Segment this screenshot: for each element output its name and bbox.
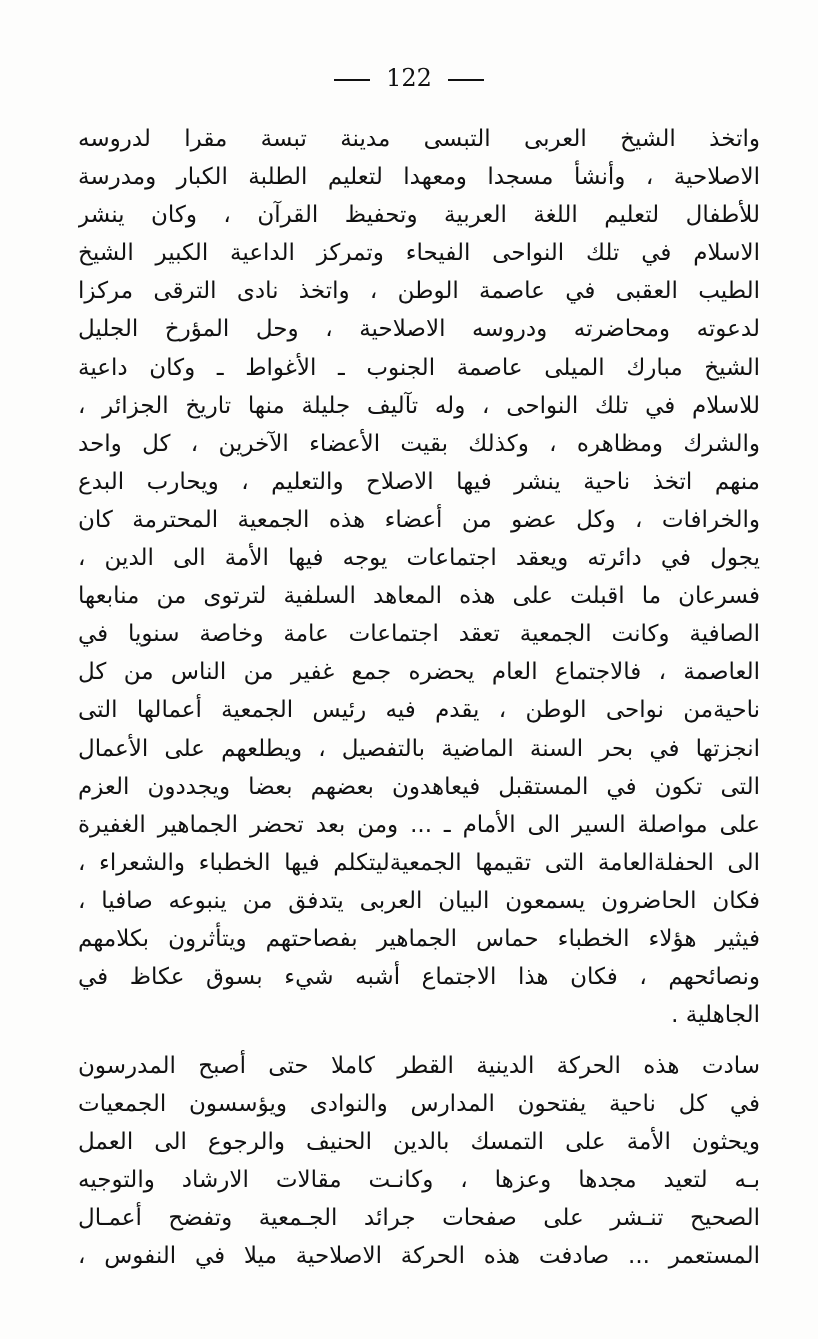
text-line: سادت هذه الحركة الدينية القطر كاملا حتى أصبح المدرسون [78, 1053, 760, 1079]
text-line: للأطفال لتعليم اللغة العربية وتحفيظ القرآن ، وكان ينشر [78, 202, 760, 229]
text-line: واتخذ الشيخ العربى التبسى مدينة تبسة مقرا لدروسه [78, 126, 760, 152]
text-line: الصحيح تنـشر على صفحات جرائد الجـمعية وتفضح أعمـال [78, 1205, 760, 1232]
text-line: العاصمة ، فالاجتماع العام يحضره جمع غفير من الناس من كل [78, 659, 760, 686]
text-line: الاسلام في تلك النواحى الفيحاء وتمركز الداعية الكبير الشيخ [78, 240, 760, 267]
page-number: 122 [386, 64, 432, 92]
text-line: والشرك ومظاهره ، وكذلك بقيت الأعضاء الآخرين ، كل واحد [78, 430, 760, 457]
text-line: لدعوته ومحاضرته ودروسه الاصلاحية ، وحل المؤرخ الجليل [78, 316, 760, 343]
text-line: الى الحفلةالعامة التى تقيمها الجمعيةليتكلم فيها الخطباء والشعراء ، [78, 849, 760, 876]
text-line: يجول في دائرته ويعقد اجتماعات يوجه فيها الأمة الى الدين ، [78, 545, 760, 572]
text-line: بـه لتعيد مجدها وعزها ، وكانـت مقالات الارشاد والتوجيه [78, 1167, 760, 1194]
header-rule-right [448, 79, 484, 81]
text-line: فسرعان ما اقبلت على هذه المعاهد السلفية لترتوى من منابعها [78, 583, 760, 610]
text-line: انجزتها في بحر السنة الماضية بالتفصيل ، ويطلعهم على الأعمال [78, 735, 760, 762]
paragraph-2 [78, 1047, 760, 1276]
text-line: الجاهلية . [671, 1002, 760, 1029]
text-line: منهم اتخذ ناحية ينشر فيها الاصلاح والتعليم ، ويحارب البدع [78, 468, 760, 495]
text-line: في كل ناحية يفتحون المدارس والنوادى ويؤسسون الجمعيات [78, 1091, 760, 1118]
text-line: الصافية وكانت الجمعية تعقد اجتماعات عامة وخاصة سنويا في [78, 621, 760, 648]
text-line: المستعمر ... صادفت هذه الحركة الاصلاحية ميلا في النفوس ، [78, 1243, 760, 1270]
text-line: فيثير هؤلاء الخطباء حماس الجماهير بفصاحتهم ويتأثرون بكلامهم [78, 925, 760, 952]
header-rule-left [334, 79, 370, 81]
text-line: الاصلاحية ، وأنشأ مسجدا ومعهدا لتعليم الطلبة الكبار ومدرسة [78, 164, 760, 191]
paragraph-1 [78, 120, 760, 1034]
text-line: الطيب العقبى في عاصمة الوطن ، واتخذ نادى الترقى مركزا [78, 278, 760, 305]
text-line: ونصائحهم ، فكان هذا الاجتماع أشبه شيء بسوق عكاظ في [78, 964, 760, 991]
text-line: للاسلام في تلك النواحى ، وله تآليف جليلة منها تاريخ الجزائر ، [78, 392, 760, 419]
text-line: فكان الحاضرون يسمعون البيان العربى يتدفق من ينبوعه صافيا ، [78, 887, 760, 914]
text-line: التى تكون في المستقبل فيعاهدون بعضهم بعضا ويجددون العزم [78, 773, 760, 800]
text-line: الشيخ مبارك الميلى عاصمة الجنوب ـ الأغواط ـ وكان داعية [78, 354, 760, 381]
text-line: والخرافات ، وكل عضو من أعضاء هذه الجمعية المحترمة كان [78, 506, 760, 533]
text-line: ناحيةمن نواحى الوطن ، يقدم فيه رئيس الجمعية أعمالها التى [78, 697, 760, 724]
text-line: ويحثون الأمة على التمسك بالدين الحنيف والرجوع الى العمل [78, 1129, 760, 1156]
text-line: على مواصلة السير الى الأمام ـ ... ومن بعد تحضر الجماهير الغفيرة [78, 811, 760, 838]
page-header [0, 64, 818, 92]
